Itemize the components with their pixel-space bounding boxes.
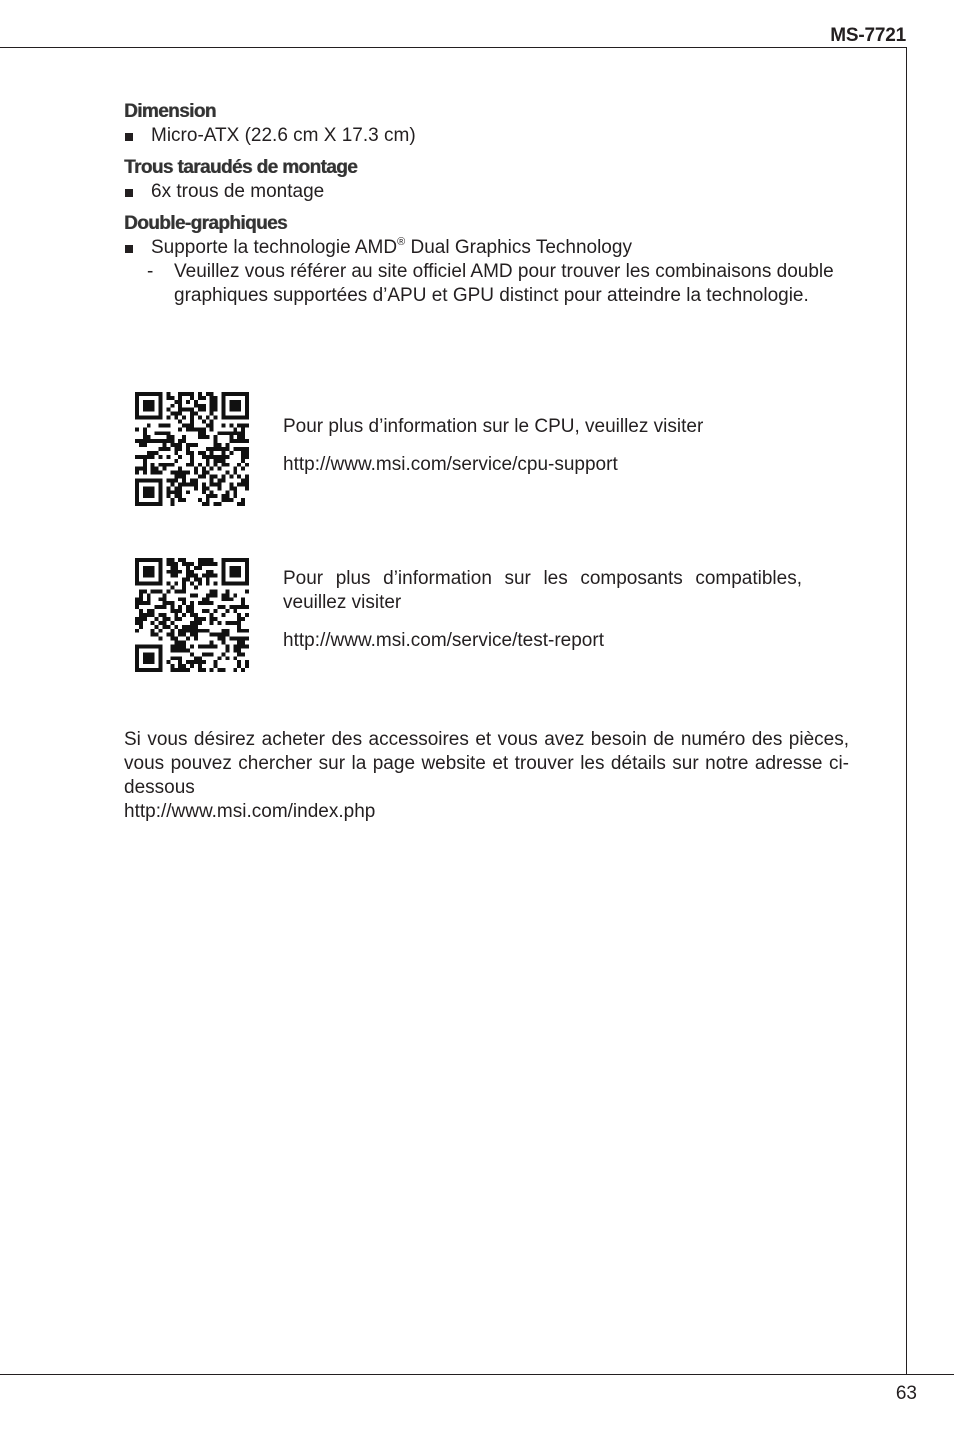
dimension-section [124, 100, 849, 148]
dual-graphics-section [124, 212, 849, 308]
qr-code-icon [135, 558, 249, 672]
page-number: 63 [895, 1383, 917, 1404]
test-report-link[interactable]: http://www.msi.com/service/test-report [283, 630, 604, 651]
cpu-support-link[interactable]: http://www.msi.com/service/cpu-support [283, 454, 618, 475]
list-item: Micro-ATX (22.6 cm X 17.3 cm) [124, 124, 849, 148]
footer-rule [0, 1374, 954, 1375]
mounting-section [124, 156, 849, 204]
accessories-link[interactable]: http://www.msi.com/index.php [124, 801, 376, 822]
spec-content [124, 100, 849, 316]
accessories-note [124, 728, 849, 824]
mounting-heading: Trous taraudés de montage [124, 157, 358, 178]
square-bullet-icon [125, 245, 133, 253]
dimension-heading: Dimension [124, 101, 216, 122]
square-bullet-icon [125, 189, 133, 197]
square-bullet-icon [125, 133, 133, 141]
accessories-text: Si vous désirez acheter des accessoires et vous avez besoin de numéro des pièces, vous pouvez chercher sur la page website et trouver les détails sur notre adresse ci-dessous [124, 729, 849, 798]
model-number: MS-7721 [830, 25, 906, 46]
list-item: Supporte la technologie AMD® Dual Graphics Technology [124, 236, 849, 260]
sub-list-item: - Veuillez vous référer au site officiel AMD pour trouver les combinaisons double graphiques supportées d’APU et GPU distinct pour atteindre la technologie. [147, 261, 834, 306]
list-item: 6x trous de montage [124, 180, 849, 204]
test-report-text: Pour plus d’information sur les composants compatibles, veuillez visiter [283, 568, 802, 613]
dual-graphics-heading: Double-graphiques [124, 213, 287, 234]
right-margin-rule [906, 47, 907, 1375]
header-rule [0, 47, 907, 48]
qr-code-icon [135, 392, 249, 506]
cpu-support-text: Pour plus d’information sur le CPU, veuillez visiter [283, 416, 704, 437]
